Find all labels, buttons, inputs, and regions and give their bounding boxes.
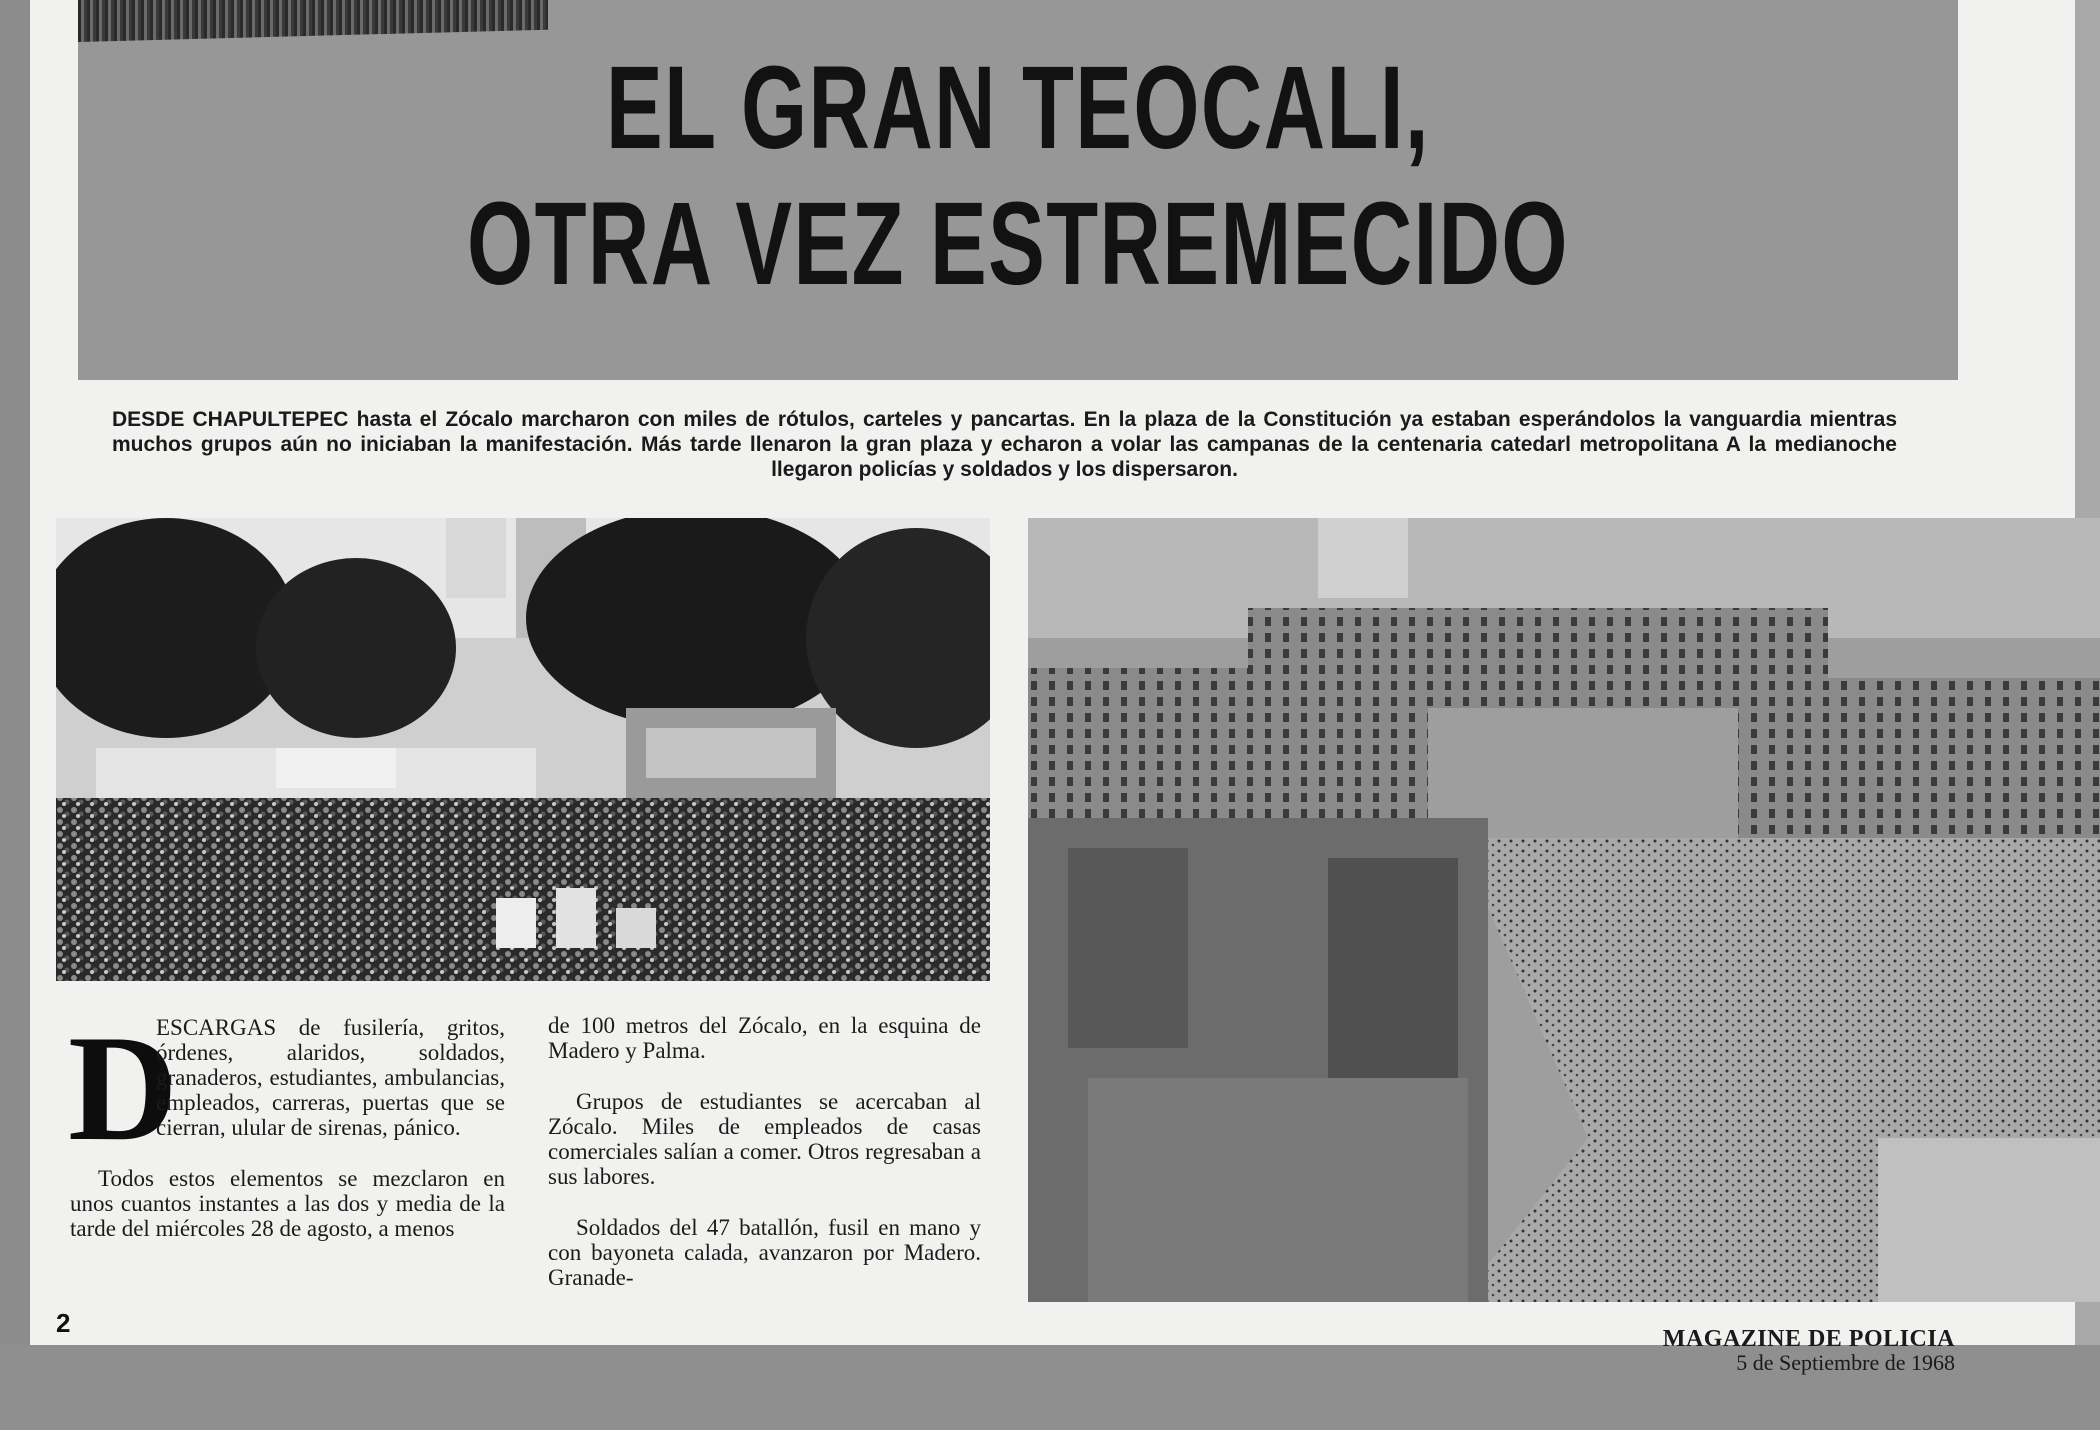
body-paragraph [68,1004,505,1172]
body-column-1 [68,1004,505,1267]
crowd-photo [56,518,990,981]
issue-date: 5 de Septiembre de 1968 [1736,1350,1955,1375]
headline [341,40,1695,312]
drop-cap: D [68,1004,178,1172]
aerial-zocalo-image [1028,518,2100,1302]
body-column-2 [548,1013,981,1316]
aerial-zocalo-photo [1028,518,2100,1302]
headline-line-2: OTRA VEZ ESTREMECIDO [467,178,1569,310]
body-paragraph: Todos estos elementos se mezclaron en unos cuantos instantes a las dos y media de la tarde del miércoles 28 de agosto, a menos [70,1166,505,1241]
body-text: ESCARGAS de fusilería, gritos, órdenes, alaridos, soldados, granaderos, estudiantes, ambulancias, empleados, carreras, puertas que se cierran, ulular de sirenas, pánico. [156,1015,505,1140]
body-paragraph: de 100 metros del Zócalo, en la esquina de Madero y Palma. [548,1013,981,1063]
body-paragraph: Grupos de estudiantes se acercaban al Zócalo. Miles de empleados de casas comerciales salían a comer. Otros regresaban a sus labores. [548,1089,981,1189]
magazine-title: MAGAZINE DE POLICIA [1662,1326,1955,1352]
crowd-photo-image [56,518,990,981]
lead-paragraph: DESDE CHAPULTEPEC hasta el Zócalo marcharon con miles de rótulos, carteles y pancartas. En la plaza de la Constitución ya estaban esperándolos la vanguardia mientras muchos grupos aún no iniciaban la manifestación. Más tarde llenaron la gran plaza y echaron a volar las campanas de la centenaria catedarl metropolitana A la medianoche llegaron policías y soldados y los dispersaron. [112,408,1897,481]
headline-line-1: EL GRAN TEOCALI, [606,42,1430,174]
page-number: 2 [56,1308,71,1338]
body-paragraph: Soldados del 47 batallón, fusil en mano y con bayoneta calada, avanzaron por Madero. Granade- [548,1215,981,1290]
